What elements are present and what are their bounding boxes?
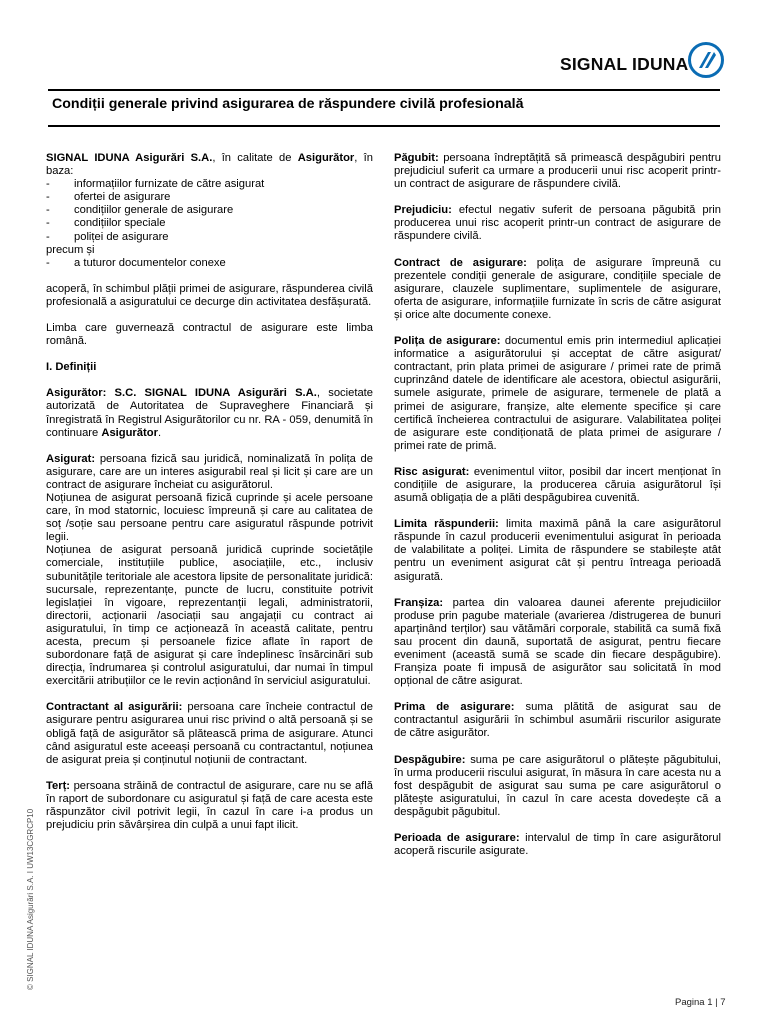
definition-text: polița de asigurare împreună cu prezentele condiții generale de asigurare, condițiile speciale de asigurare, clauzele suplimentare, suplimentele de asigurare, oferta de asigurare, informațiile furnizate în scris de către asigurat și orice alte documente conexe. — [394, 256, 721, 321]
definition-text: suma plătită de asigurat sau de contractantul asigurării în schimbul asumării riscurilor asigurate de către asigurător. — [394, 701, 721, 740]
copyright-sidebar: © SIGNAL IDUNA Asigurări S.A. I UW13CGRCP10 — [26, 808, 35, 990]
intro-paragraph — [46, 152, 373, 178]
definition-term: Perioada de asigurare: — [394, 832, 520, 845]
definition-term: Asigurător: S.C. SIGNAL IDUNA Asigurări S.A. — [46, 387, 317, 400]
list-item: - condițiilor speciale — [46, 217, 373, 230]
header-rule-top — [48, 89, 720, 91]
definition-asigurat-fizica: Noțiunea de asigurat persoană fizică cuprinde și acele persoane care, în mod statornic, locuiesc împreună și care au calitatea de soț /soție sau persoane pentru care asiguratul răspunde potrivit legii. — [46, 491, 373, 544]
right-column — [394, 152, 721, 871]
definition-limita — [394, 518, 721, 583]
definition-asigurat-juridica: Noțiunea de asigurat persoană juridică cuprinde societățile comerciale, instituțiile publice, asociațiile, etc., inclusiv subunitățile teritoriale ale acestora lipsite de personalitate juridică: sucursale, reprezentanțe, puncte de lucru, constituite potrivit legislației în vigoare, reprezentanții legali, administratorii, directorii, acționarii /asociații sau angajații cu contract ai asiguratului, în timp ce acționează în această calitate, pentru acesta, precum și persoanele fizice aflate în raport de subordonare față de asigurat și care îndeplinesc însărcinări sub direcția, îndrumarea și controlul asiguratului, dar numai în timpul exercitării atribuțiilor ce le revin acționând în serviciul asiguratului. — [46, 544, 373, 688]
definition-asigurator: Asigurător: S.C. SIGNAL IDUNA Asigurări S.A., societate autorizată de Autoritatea de Supraveghere Financiară și înregistrată în Registrul Asigurătorilor cu nr. RA - 059, denumită în continuare Asigurător. — [46, 387, 373, 439]
definition-text: persoana străină de contractul de asigurare, care nu se află în raport de subordonare cu asiguratul și față de care acesta este răspunzător civil potrivit legii, în cazul în care i-a produs un prejudiciu prin săvârșirea din culpă a unui fapt ilicit. — [46, 779, 373, 832]
definition-contract — [394, 257, 721, 322]
document-title: Condiții generale privind asigurarea de răspundere civilă profesională — [52, 96, 524, 112]
definition-text: , societate autorizată de Autoritatea de Supraveghere Financiară și înregistrată în Registrul Asigurătorilor cu nr. RA - 059, denumită în continuare — [46, 387, 373, 439]
precum-text: precum și — [46, 243, 95, 256]
basis-list — [46, 178, 373, 243]
definition-term: Franșiza: — [394, 596, 444, 609]
definition-contractant — [46, 701, 373, 766]
definition-pagubit — [394, 152, 721, 191]
definition-term: Contractant al asigurării: — [46, 701, 183, 714]
list-item: - ofertei de asigurare — [46, 191, 373, 204]
insurer-name: SIGNAL IDUNA Asigurări S.A. — [46, 152, 213, 164]
signal-iduna-logo-icon — [688, 42, 724, 78]
definition-term: Contract de asigurare: — [394, 256, 527, 269]
definition-text: suma pe care asigurătorul o plătește păgubitului, în urma producerii riscului asigurat, în măsura în care acesta nu a fost despăgubit de asigurat sau suma pe care asigurătorul o plătește asiguratului, în cazul în care acesta dovedește că a despăgubit păgubitul. — [394, 753, 721, 818]
definition-term: Păgubit: — [394, 152, 439, 164]
definition-polita — [394, 335, 721, 453]
page-number: Pagina 1 | 7 — [675, 997, 726, 1008]
page-header — [0, 0, 768, 90]
definition-text: limita maximă până la care asigurătorul răspunde în cazul producerii evenimentului asigurat în perioada de valabilitate a poliței. Limita de răspundere se stabilește atât pentru un eveniment asigurat cât și pentru întreaga perioadă asigurată. — [394, 518, 721, 583]
coverage-paragraph: acoperă, în schimbul plății primei de asigurare, răspunderea civilă profesională a asiguratului ce decurge din activitatea desfășurată. — [46, 282, 373, 308]
definition-term: Risc asigurat: — [394, 465, 470, 478]
language-paragraph: Limba care guvernează contractul de asigurare este limba română. — [46, 322, 373, 348]
definition-term: Asigurător — [101, 426, 158, 439]
definition-term: Prejudiciu: — [394, 204, 452, 217]
header-rule-bottom — [48, 125, 720, 127]
list-item: - condițiilor generale de asigurare — [46, 204, 373, 217]
section-heading-definitions: I. Definiții — [46, 361, 97, 374]
brand-name: SIGNAL IDUNA — [560, 54, 689, 74]
list-item: - a tuturor documentelor conexe — [46, 257, 373, 270]
definition-text: persoana îndreptățită să primească despăgubiri pentru prejudiciul suferit ca urmare a producerii unui risc acoperit printr-un contract de asigurare de răspundere civilă. — [394, 152, 721, 191]
definition-text: persoana fizică sau juridică, nominalizată în polița de asigurare, care are un interes asigurabil real și licit și care are un contract de asigurare încheiat cu asigurătorul. — [46, 452, 373, 491]
definition-perioada — [394, 832, 721, 858]
definition-term: Prima de asigurare: — [394, 701, 515, 714]
definition-term: Despăgubire: — [394, 753, 466, 766]
definition-risc — [394, 466, 721, 505]
definition-text: intervalul de timp în care asigurătorul acoperă riscurile asigurate. — [394, 832, 721, 858]
definition-text: documentul emis prin intermediul aplicației informatice a asigurătorului și acceptat de către asigurat/ contractant, prin plata primei de asigurare / primei rate de primă cuprinzând datele de identificare ale acestora, obiectul asigurării, sumele asigurate, primele de asigurare, termenele de plată a primei de asigurare, franșize, alte elemente specifice și care certifică încheierea contractului de asigurare. Valabilitatea poliței de asigurare este condiționată de plata primei de asigurare / primei rate de primă. — [394, 335, 721, 452]
list-item: - poliței de asigurare — [46, 231, 373, 244]
definition-despagubire — [394, 754, 721, 819]
definition-prima — [394, 701, 721, 740]
basis-list-2 — [46, 257, 373, 270]
definition-prejudiciu — [394, 204, 721, 243]
intro-text: , în calitate de — [212, 152, 298, 164]
left-column — [46, 152, 373, 845]
insurer-role: Asigurător — [297, 152, 355, 164]
definition-fransiza — [394, 597, 721, 689]
definition-text: persoana care încheie contractul de asigurare pentru asigurarea unui risc privind o altă persoană și se obligă față de asigurător să plătească prima de asigurare. Atunci când asiguratul este aceeași persoană cu contractantul, noțiunea de asigurat preia și conținutul noțiunii de contractant. — [46, 701, 373, 766]
definition-term: Terț: — [46, 779, 71, 792]
definition-text: efectul negativ suferit de persoana păgubită prin producerea unui risc acoperit printr-un contract de asigurare de răspundere civilă. — [394, 204, 721, 243]
intro-text-end: , în baza: — [46, 152, 373, 178]
definition-term: Asigurat: — [46, 452, 96, 465]
definition-text: evenimentul viitor, posibil dar incert menționat în condițiile de asigurare, la producerea căruia asigurătorul își asumă obligația de a plăti despăgubirea cuvenită. — [394, 465, 721, 505]
list-item: - informațiilor furnizate de către asigurat — [46, 178, 373, 191]
definition-asigurat — [46, 453, 373, 492]
definition-term: Limita răspunderii: — [394, 518, 499, 531]
definition-text: partea din valoarea daunei aferente prejudiciilor produse prin pagube materiale (avarierea /distrugerea de bunuri aparținând terților) sau vătămări corporale, stabilită ca sumă fixă sau procent din daună, suportată de asigurat, pentru fiecare eveniment (această sumă se scade din fiecare despăgubire). Franșiza poate fi impusă de asigurător sau solicitată în mod opțional de către asigurat. — [394, 596, 721, 688]
definition-tert — [46, 780, 373, 832]
definition-term: Polița de asigurare: — [394, 335, 501, 348]
